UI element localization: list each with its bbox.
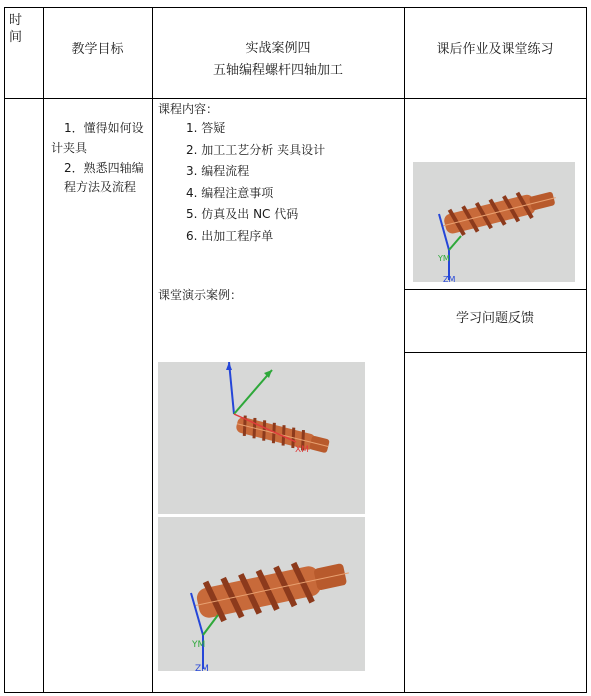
course-item: 6. 出加工程序单 [186,228,274,243]
table-top-border [4,7,587,8]
course-heading: 课程内容： [158,102,219,116]
header-case-subtitle: 五轴编程螺杆四轴加工 [212,63,343,78]
demo-heading: 课堂演示案例： [158,288,243,302]
header-time: 时 间 [9,13,23,45]
course-list [186,118,325,248]
axis-label-x: XM [295,445,309,455]
right-cell-divider-1 [404,289,587,290]
right-cell-divider-2 [404,352,587,353]
goal-line-1: 1．懂得如何设 [64,121,144,135]
table-bottom-border [4,692,587,693]
header-row-divider [4,98,587,99]
header-case-title: 实战案例四 [245,41,311,56]
feedback-label: 学习问题反馈 [455,311,534,326]
screw-model-image-2 [158,517,365,671]
course-item: 5. 仿真及出 NC 代码 [186,207,299,222]
course-item: 2. 加工工艺分析 夹具设计 [186,142,326,157]
course-item: 1. 答疑 [186,121,226,135]
axis-label-y: YM [438,254,450,263]
axis-label-z: ZM [195,664,209,671]
screw-model-image-3 [413,162,575,282]
header-goals: 教学目标 [71,42,124,57]
col-border-3 [152,7,153,693]
goal-line-4: 程方法及流程 [64,180,137,194]
course-item: 3. 编程流程 [186,164,250,179]
col-border-5 [586,7,587,693]
screw-model-image-1 [158,362,365,514]
axis-label-y: YM [192,640,206,650]
col-border-2 [43,7,44,693]
goal-line-3: 2．熟悉四轴编 [64,161,144,175]
header-homework: 课后作业及课堂练习 [436,42,554,57]
goal-line-2: 计夹具 [51,141,88,155]
col-border-4 [404,7,405,693]
col-border-1 [4,7,5,693]
course-item: 4. 编程注意事项 [186,185,274,200]
axis-label-z: ZM [443,275,456,282]
